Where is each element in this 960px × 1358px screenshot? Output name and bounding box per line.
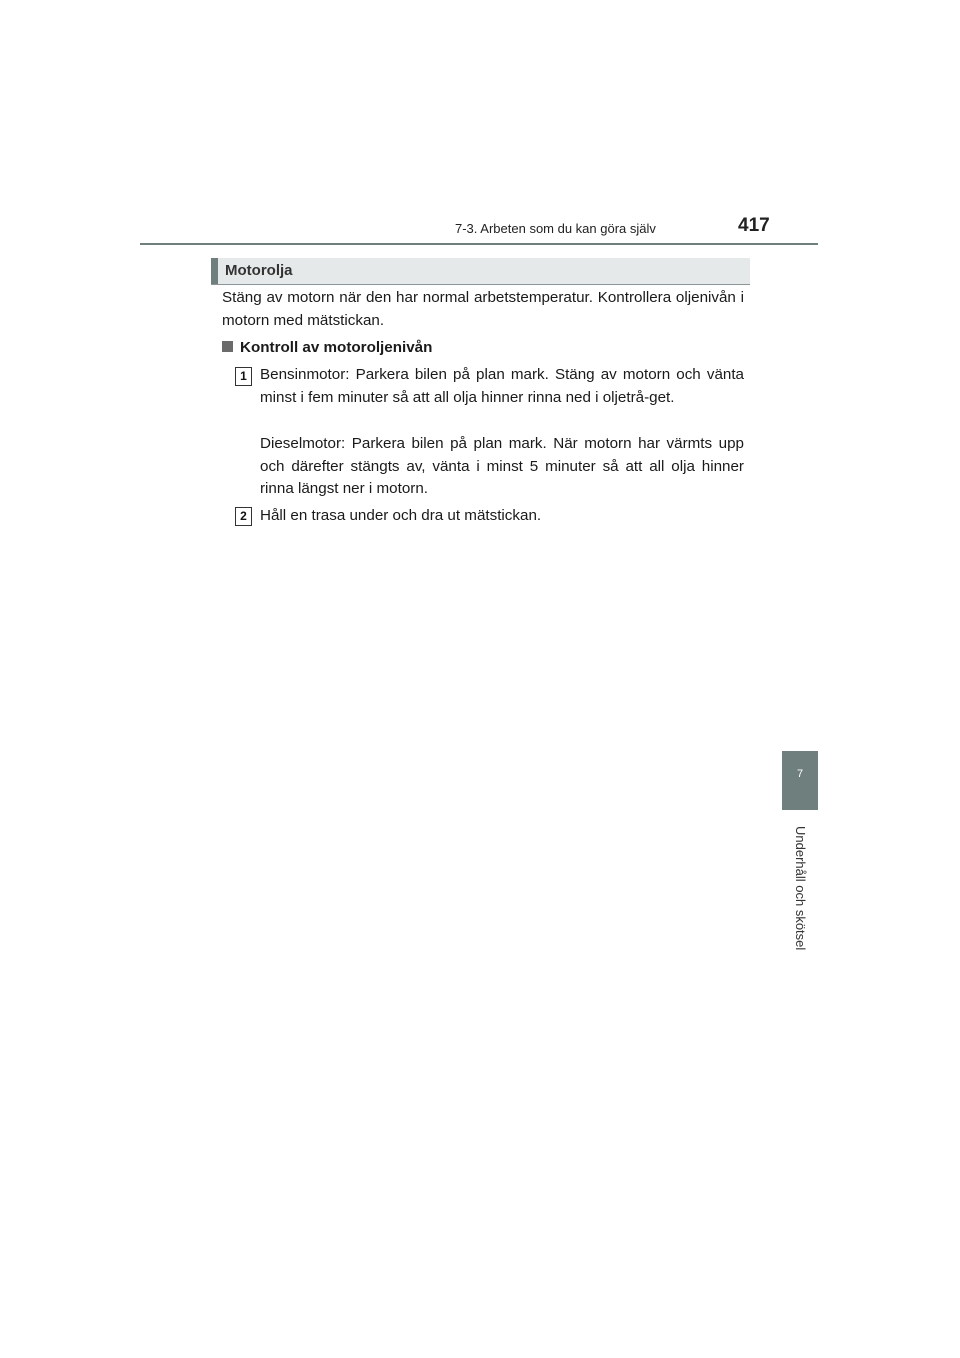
header-divider — [140, 243, 818, 245]
chapter-tab-number: 7 — [782, 751, 818, 810]
section-title: Motorolja — [225, 262, 293, 279]
chapter-tab-label: Underhåll och skötsel — [793, 825, 808, 951]
subheading-text: Kontroll av motoroljenivån — [240, 339, 433, 356]
step-1-paragraph-diesel: Dieselmotor: Parkera bilen på plan mark. När motorn har värmts upp och därefter stängts av, vänta i minst 5 minuter så att all olja hinner rinna längst ner i motorn. — [260, 435, 744, 497]
square-bullet-icon — [222, 341, 233, 352]
step-badge-2: 2 — [235, 507, 252, 526]
intro-paragraph: Stäng av motorn när den har normal arbetstemperatur. Kontrollera oljenivån i motorn med mätstickan. — [222, 289, 744, 329]
page-number: 417 — [738, 215, 770, 236]
step-1-paragraph-petrol: Bensinmotor: Parkera bilen på plan mark. Stäng av motorn och vänta minst i fem minuter så att all olja hinner rinna ned i oljetrå-get. — [260, 366, 744, 406]
section-heading-bar — [211, 258, 750, 285]
header-section-title: 7-3. Arbeten som du kan göra själv — [455, 221, 656, 236]
step-badge-1: 1 — [235, 367, 252, 386]
step-2-paragraph: Håll en trasa under och dra ut mätstickan. — [260, 507, 542, 524]
subheading — [222, 339, 432, 356]
section-heading-accent — [211, 258, 218, 284]
